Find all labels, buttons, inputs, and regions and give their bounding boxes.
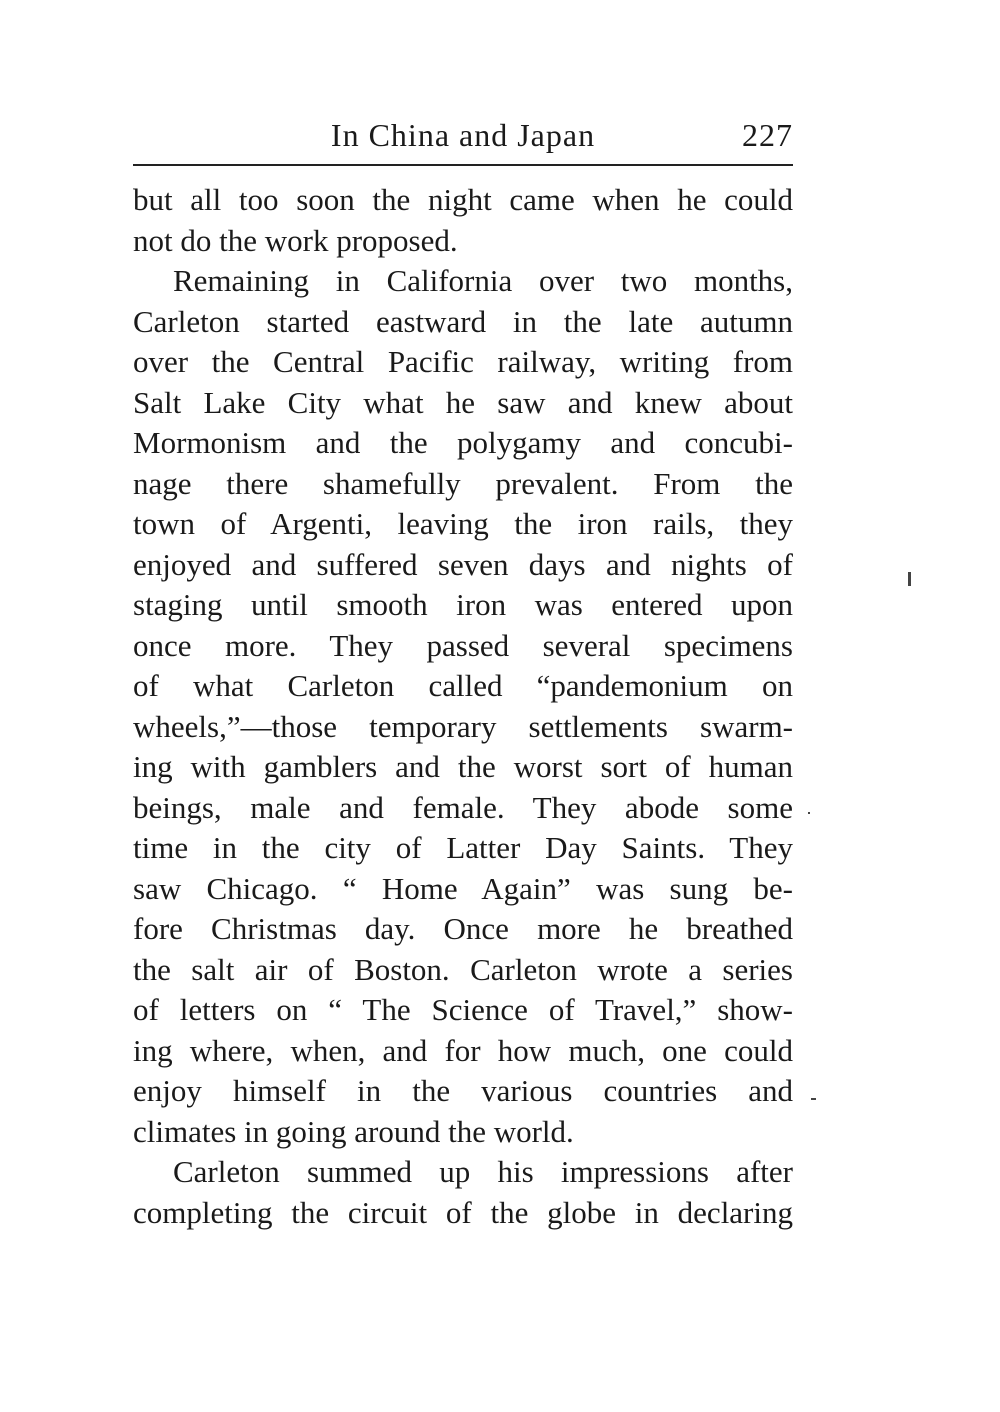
running-title: In China and Japan — [330, 117, 596, 153]
page-number: 227 — [742, 117, 793, 153]
paragraph — [133, 261, 793, 1152]
text-line: beings, male and female. They abode some — [133, 789, 793, 825]
text-line: town of Argenti, leaving the iron rails, they — [133, 506, 793, 541]
text-line: ing with gamblers and the worst sort of human — [133, 749, 793, 784]
text-line: time in the city of Latter Day Saints. They — [133, 830, 793, 865]
text-line: the salt air of Boston. Carleton wrote a series — [133, 951, 793, 987]
text-line: wheels,”—those temporary settlements swarm- — [133, 708, 793, 744]
scan-speck — [811, 1098, 816, 1100]
text-line: Carleton started eastward in the late autumn — [133, 303, 793, 339]
text-line: Remaining in California over two months, — [173, 263, 793, 298]
text-line: Mormonism and the polygamy and concubi- — [133, 425, 793, 460]
running-head — [133, 112, 793, 158]
paragraph — [133, 180, 793, 261]
paragraph — [133, 1152, 793, 1233]
text-line: staging until smooth iron was entered upon — [133, 587, 793, 622]
text-line: once more. They passed several specimens — [133, 627, 793, 663]
text-line: Salt Lake City what he saw and knew about — [133, 384, 793, 420]
text-line: of what Carleton called “pandemonium on — [133, 668, 793, 703]
body-text — [133, 180, 793, 1233]
text-line: over the Central Pacific railway, writing from — [133, 344, 793, 379]
text-line: of letters on “ The Science of Travel,” show- — [133, 992, 793, 1027]
text-line: climates in going around the world. — [133, 1113, 574, 1149]
scan-speck — [808, 812, 810, 814]
text-line: nage there shamefully prevalent. From the — [133, 465, 793, 501]
text-line: enjoy himself in the various countries and — [133, 1073, 793, 1108]
text-line: saw Chicago. “ Home Again” was sung be- — [133, 870, 793, 906]
text-line: but all too soon the night came when he could — [133, 182, 793, 217]
text-line: completing the circuit of the globe in declaring — [133, 1194, 793, 1230]
text-line: not do the work proposed. — [133, 222, 458, 258]
text-line: Carleton summed up his impressions after — [173, 1154, 793, 1189]
text-line: ing where, when, and for how much, one could — [133, 1032, 793, 1068]
text-line: fore Christmas day. Once more he breathed — [133, 911, 793, 946]
scan-speck — [908, 572, 911, 586]
text-line: enjoyed and suffered seven days and nights of — [133, 546, 793, 582]
header-rule — [133, 164, 793, 166]
